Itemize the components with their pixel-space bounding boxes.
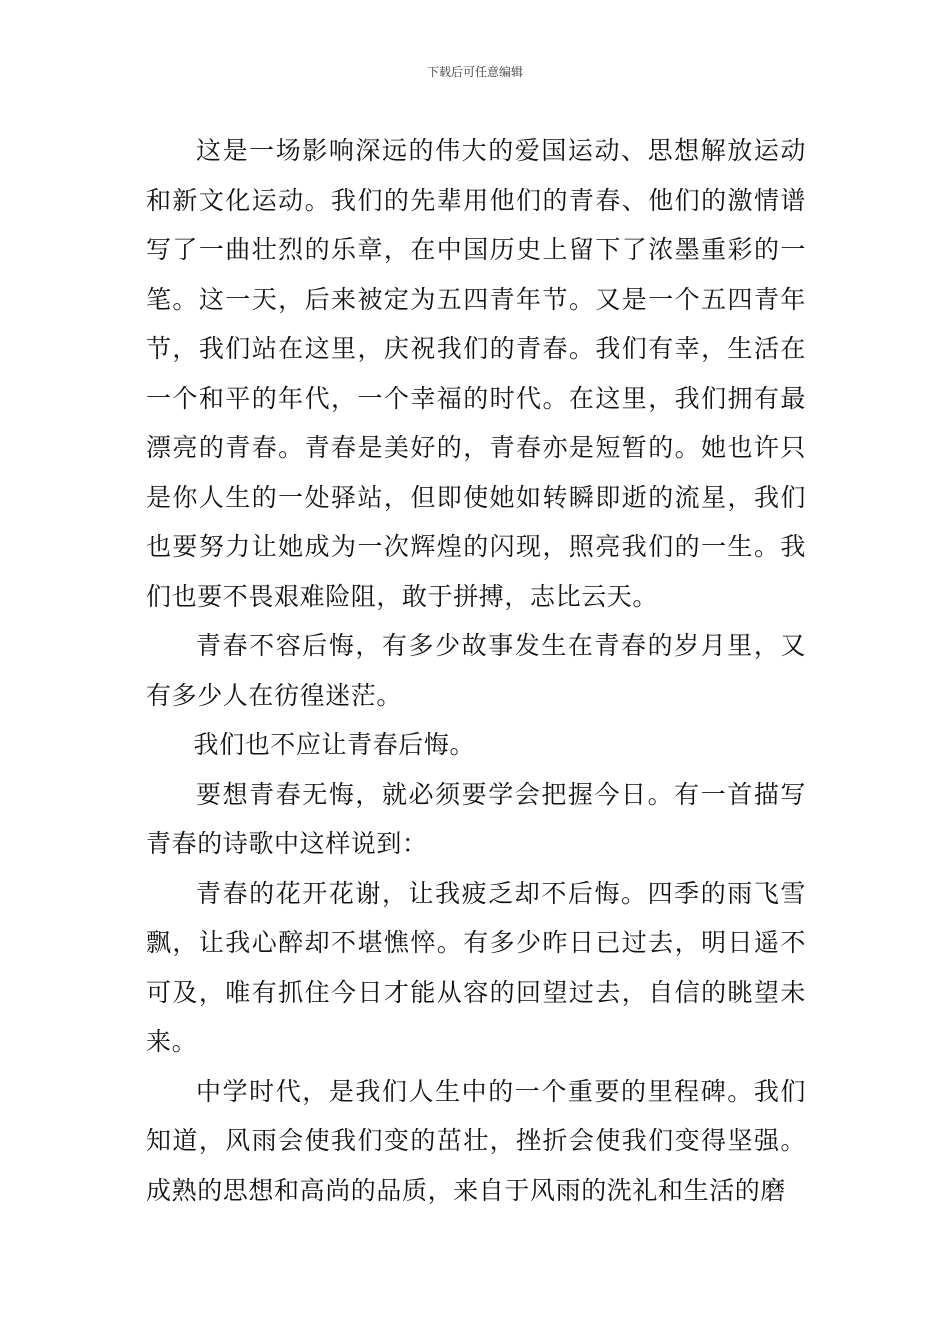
paragraph-1: 这是一场影响深远的伟大的爱国运动、思想解放运动和新文化运动。我们的先辈用他们的青春、他们的激情谱写了一曲壮烈的乐章，在中国历史上留下了浓墨重彩的一笔。这一天，后来被定为五四青年节。又是一个五四青年节，我们站在这里，庆祝我们的青春。我们有幸，生活在一个和平的年代，一个幸福的时代。在这里，我们拥有最漂亮的青春。青春是美好的，青春亦是短暂的。她也许只是你人生的一处驿站，但即使她如转瞬即逝的流星，我们也要努力让她成为一次辉煌的闪现，照亮我们的一生。我们也要不畏艰难险阻，敢于拼搏，志比云天。 [146, 136, 806, 611]
document-body [146, 126, 806, 1215]
paragraph-3: 我们也不应让青春后悔。 [193, 730, 476, 759]
paragraph-5: 青春的花开花谢，让我疲乏却不后悔。四季的雨飞雪飘，让我心醉却不堪憔悴。有多少昨日已过去，明日遥不可及，唯有抓住今日才能从容的回望过去，自信的眺望未来。 [146, 878, 806, 1056]
paragraph-2: 青春不容后悔，有多少故事发生在青春的岁月里，又有多少人在彷徨迷茫。 [146, 631, 806, 710]
paragraph-6: 中学时代，是我们人生中的一个重要的里程碑。我们知道，风雨会使我们变的茁壮，挫折会使我们变得坚强。成熟的思想和高尚的品质，来自于风雨的洗礼和生活的磨 [146, 1076, 806, 1205]
page-header: 下载后可任意编辑 [426, 65, 523, 79]
paragraph-4: 要想青春无悔，就必须要学会把握今日。有一首描写青春的诗歌中这样说到： [146, 779, 806, 858]
